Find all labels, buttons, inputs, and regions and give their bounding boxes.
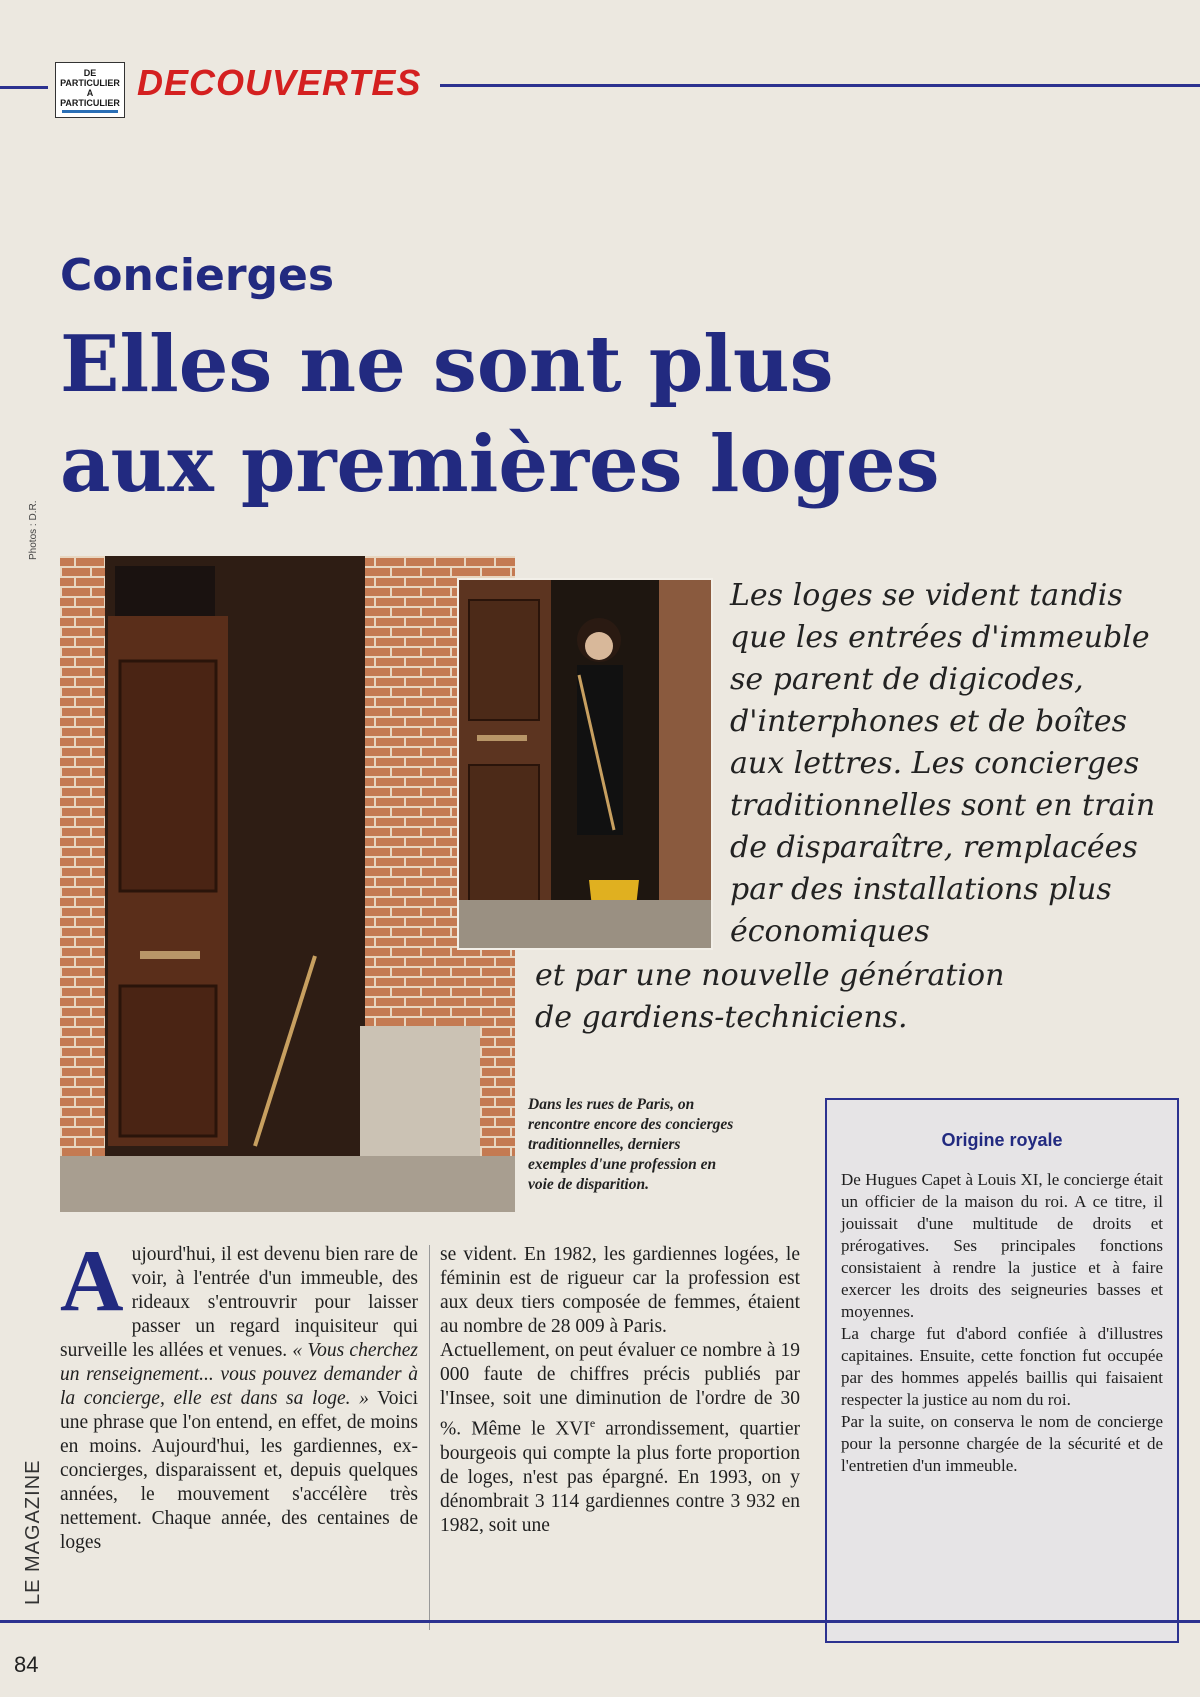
headline-line-2: aux premières loges	[60, 419, 940, 510]
body-paragraph	[440, 1339, 800, 1538]
concierge-illustration	[459, 580, 711, 948]
intro-text-continued: et par une nouvelle génération de gardiens-techniciens.	[535, 958, 1005, 1035]
logo-underline	[62, 110, 118, 113]
body-paragraph: se vident. En 1982, les gardiennes logées, le féminin est de rigueur car la profession est aux deux tiers composée de femmes, étaient au nombre de 28 009 à Paris.	[440, 1244, 800, 1337]
article-kicker: Concierges	[60, 250, 335, 301]
body-text: Voici une phrase que l'on entend, en effet, de moins en moins. Aujourd'hui, les gardiennes, ex-concierges, disparaissent et, depuis quelques années, le mouvement s'accélère très nettement. Chaque année, des centaines de loges	[60, 1388, 418, 1553]
sidebar-origine-royale	[825, 1098, 1179, 1643]
section-rubric: DECOUVERTES	[137, 62, 422, 103]
photo-caption: Dans les rues de Paris, on rencontre encore des concierges traditionnelles, derniers exemples d'une profession en voie de disparition.	[528, 1096, 734, 1193]
column-divider	[429, 1245, 430, 1630]
logo-line: PARTICULIER	[60, 77, 120, 88]
sidebar-paragraph: La charge fut d'abord confiée à d'illustres capitaines. Ensuite, cette fonction fut occupée par des hommes appelés baillis qui faisaient respecter la justice au nom du roi.	[841, 1324, 1163, 1409]
magazine-side-label: LE MAGAZINE	[22, 1459, 44, 1605]
drop-cap: A	[60, 1233, 124, 1330]
superscript: e	[589, 1416, 596, 1430]
body-quote: « Vous cherchez un renseignement... vous pouvez demander à la concierge, elle est dans sa loge. »	[60, 1340, 418, 1409]
article-headline	[60, 315, 1160, 515]
logo-line: PARTICULIER	[60, 97, 120, 108]
intro-text: Les loges se vident tandis que les entrées d'immeuble se parent de digicodes, d'interphones et de boîtes aux lettres. Les concierges traditionnelles sont en train de disparaître, remplacées par des installations plus économiques	[730, 578, 1156, 949]
body-column-2	[440, 1243, 800, 1538]
page-number: 84	[14, 1652, 39, 1677]
body-column-1	[60, 1233, 418, 1555]
section-logo	[55, 62, 125, 118]
body-text: Actuellement, on peut évaluer ce nombre à 19 000 faute de chiffres précis publiés par l'Insee, soit une diminution de l'ordre de 30 %. Même le XVI	[440, 1340, 800, 1440]
footer-rule	[0, 1620, 1200, 1623]
photo-building-doorway	[60, 556, 515, 1212]
logo-line: DE	[83, 67, 97, 78]
body-text: ujourd'hui, il est devenu bien rare de voir, à l'entrée d'un immeuble, des rideaux s'entrouvrir pour laisser passer un regard inquisiteur qui surveille les allées et venues.	[60, 1244, 418, 1361]
photo-concierge-with-broom	[457, 578, 713, 950]
sidebar-paragraph: De Hugues Capet à Louis XI, le concierge était un officier de la maison du roi. A ce titre, il jouissait d'une multitude de droits et prérogatives. Ses principales fonctions consistaient à rendre la justice et à faire exercer les droits des seigneuries basses et moyennes.	[841, 1170, 1163, 1321]
doorway-illustration	[60, 556, 515, 1212]
logo-line: A	[86, 87, 94, 98]
sidebar-title: Origine royale	[941, 1130, 1063, 1150]
body-text: arrondissement, quartier bourgeois qui compte la plus forte proportion de loges, n'est pas épargné. En 1993, on y dénombrait 3 114 gardiennes contre 3 932 en 1982, soit une	[440, 1418, 801, 1536]
photo-credit: Photos : D.R.	[28, 500, 39, 560]
headline-line-1: Elles ne sont plus	[60, 319, 834, 410]
header-rule-left	[0, 86, 48, 89]
sidebar-paragraph: Par la suite, on conserva le nom de concierge pour la personne chargée de la sécurité et de l'entretien d'un immeuble.	[841, 1412, 1163, 1475]
header-rule-right	[440, 84, 1200, 87]
